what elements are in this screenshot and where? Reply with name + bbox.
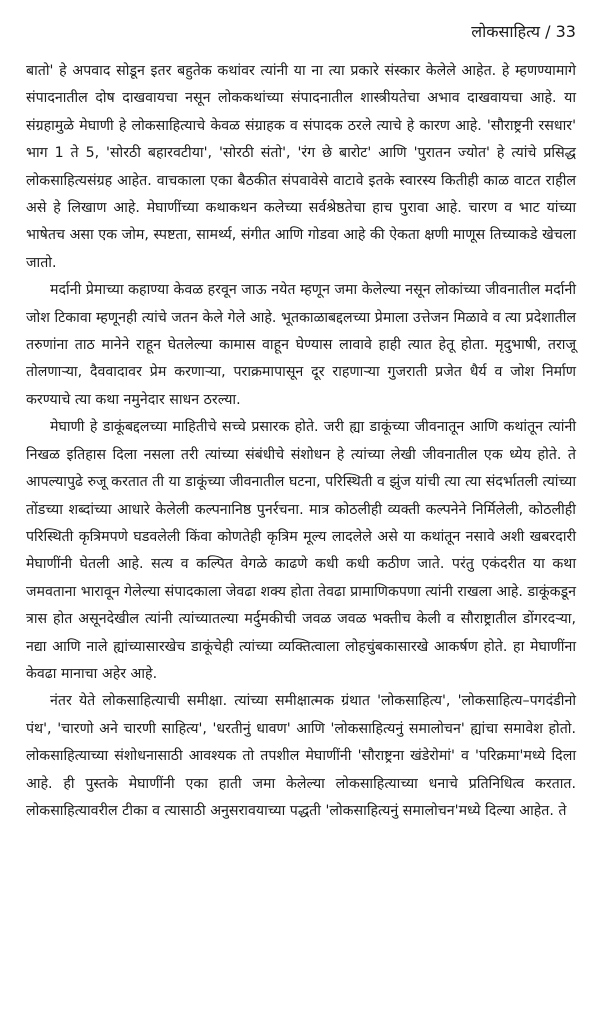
paragraph-2: मर्दानी प्रेमाच्या कहाण्या केवळ हरवून जाऊ नयेत म्हणून जमा केलेल्या नसून लोकांच्या जीवनातील मर्दानी जोश टिकावा म्हणूनही त्यांचे जतन केले गेले आहे. भूतकाळाबद्दलच्या प्रेमाला उत्तेजन मिळावे व त्या प्रदेशातील तरुणांना ताठ मानेने राहून घेतलेल्या कामास वाहून घेण्यास लावावे हाही त्यात हेतू होता. मृदुभाषी, तराजू तोलणाऱ्या, दैववादावर प्रेम करणाऱ्या, पराक्रमापासून दूर राहणाऱ्या गुजराती प्रजेत धैर्य व जोश निर्माण करण्याचे त्या कथा नमुनेदार साधन ठरल्या.: [26, 282, 576, 408]
running-head: लोकसाहित्य / 33: [471, 22, 576, 41]
body-text: [26, 58, 576, 825]
paragraph-3: मेघाणी हे डाकूंबद्दलच्या माहितीचे सच्चे प्रसारक होते. जरी ह्या डाकूंच्या जीवनातून आणि कथांतून त्यांनी निखळ इतिहास दिला नसला तरी त्यांच्या संबंधीचे संशोधन हे त्यांच्या लेखी जीवनातील एक ध्येय होते. ते आपल्यापुढे रुजू करतात ती या डाकूंच्या जीवनातील घटना, परिस्थिती व झुंज यांची त्या त्या संदर्भातली त्यांच्या तोंडच्या शब्दांच्या आधारे केलेली कल्पनानिष्ठ पुनर्रचना. मात्र कोठलीही व्यक्ती कल्पनेने निर्मिलेली, कोठलीही परिस्थिती कृत्रिमपणे घडवलेली किंवा कोणतेही कृत्रिम मूल्य लादलेले असे या कथांतून नसावे अशी खबरदारी मेघाणींनी घेतली आहे. सत्य व कल्पित वेगळे काढणे कधी कधी कठीण जाते. परंतु एकंदरीत या कथा जमवताना भारावून गेलेल्या संपादकाला जेवढा शक्य होता तेवढा प्रामाणिकपणा त्यांनी राखला आहे. डाकूंकडून त्रास होत असूनदेखील त्यांनी त्यांच्यातल्या मर्दुमकीची जवळ जवळ भक्तीच केली व सौराष्ट्रातील डोंगरदऱ्या, नद्या आणि नाले ह्यांच्यासारखेच डाकूंचेही त्यांच्या व्यक्तित्वाला लोहचुंबकासारखे आकर्षण होते. हा मेघाणींना केवढा मानाचा अहेर आहे.: [26, 419, 576, 682]
paragraph-4: नंतर येते लोकसाहित्याची समीक्षा. त्यांच्या समीक्षात्मक ग्रंथात 'लोकसाहित्य', 'लोकसाहित्य–पगदंडीनो पंथ', 'चारणो अने चारणी साहित्य', 'धरतीनुं धावण' आणि 'लोकसाहित्यनुं समालोचन' ह्यांचा समावेश होतो. लोकसाहित्याच्या संशोधनासाठी आवश्यक तो तपशील मेघाणींनी 'सौराष्ट्रना खंडेरोमां' व 'परिक्रमा'मध्ये दिला आहे. ही पुस्तके मेघाणींनी एका हाती जमा केलेल्या लोकसाहित्याच्या धनाचे प्रतिनिधित्व करतात. लोकसाहित्यावरील टीका व त्यासाठी अनुसरावयाच्या पद्धती 'लोकसाहित्यनुं समालोचन'मध्ये दिल्या आहेत. ते: [26, 693, 576, 819]
paragraph-1: बातो' हे अपवाद सोडून इतर बहुतेक कथांवर त्यांनी या ना त्या प्रकारे संस्कार केलेले आहेत. हे म्हणण्यामागे संपादनातील दोष दाखवायचा नसून लोककथांच्या संपादनातील शास्त्रीयतेचा अभाव दाखवायचा आहे. या संग्रहामुळे मेघाणी हे लोकसाहित्याचे केवळ संग्राहक व संपादक ठरले त्याचे हे कारण आहे. 'सौराष्ट्रनी रसधार' भाग 1 ते 5, 'सोरठी बहारवटीया', 'सोरठी संतो', 'रंग छे बारोट' आणि 'पुरातन ज्योत' हे त्यांचे प्रसिद्ध लोकसाहित्यसंग्रह आहेत. वाचकाला एका बैठकीत संपवावेसे वाटावे इतके स्वारस्य कितीही काळ वाटत राहील असे हे लिखाण आहे. मेघाणींच्या कथाकथन कलेच्या सर्वश्रेष्ठतेचा हाच पुरावा आहे. चारण व भाट यांच्या भाषेतच असा एक जोम, स्पष्टता, सामर्थ्य, संगीत आणि गोडवा आहे की ऐकता क्षणी माणूस तिच्याकडे खेचला जातो.: [26, 63, 576, 271]
